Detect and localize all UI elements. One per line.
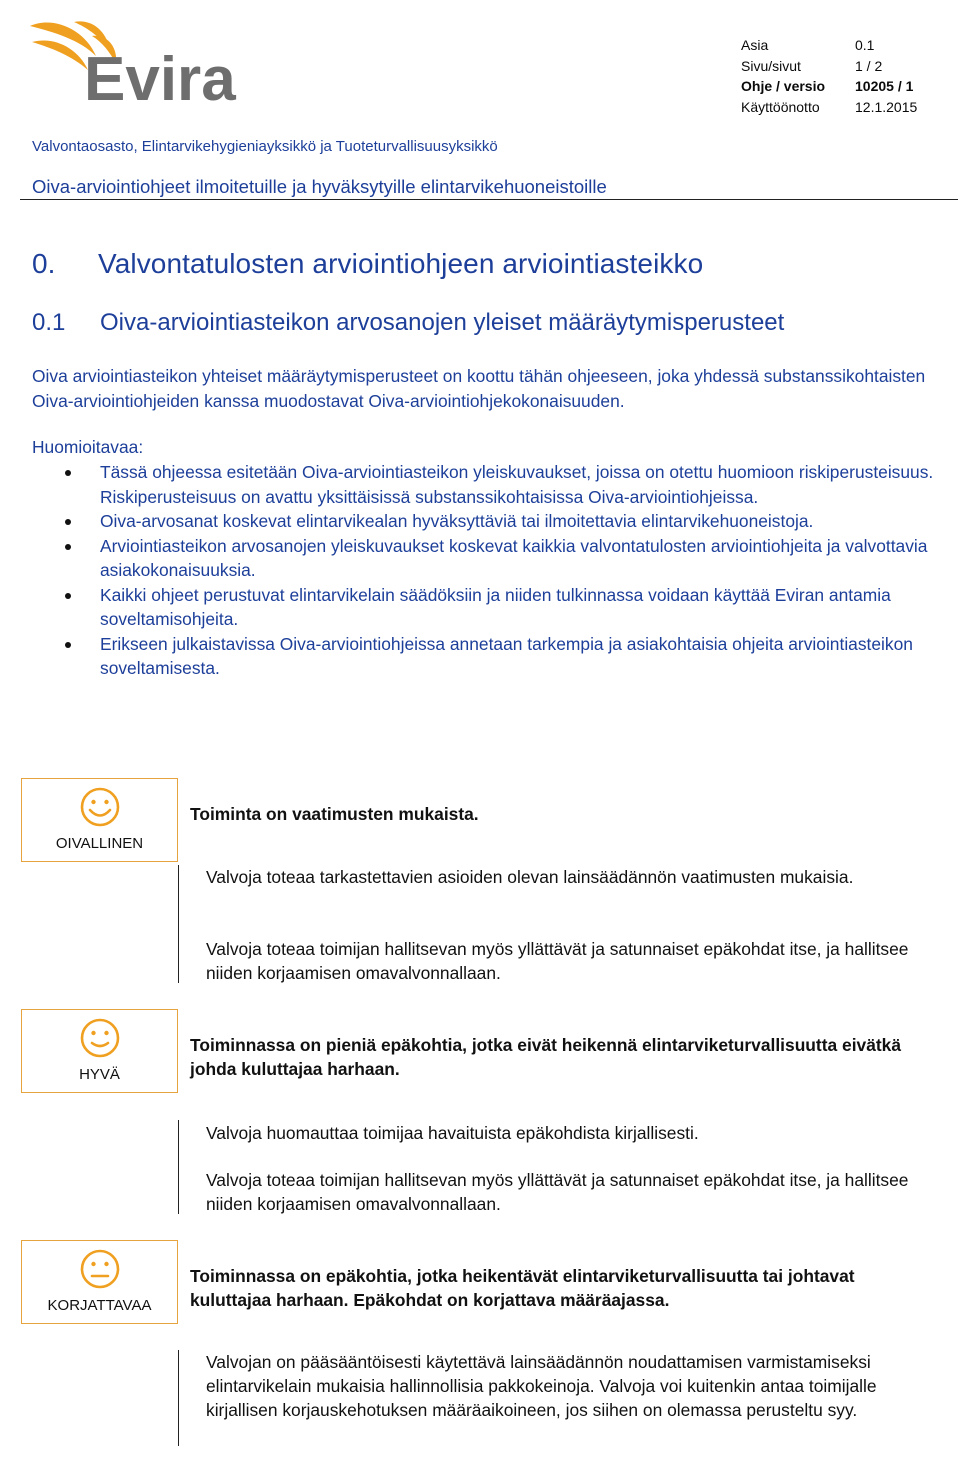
bullet-icon [65,519,71,525]
list-item: Tässä ohjeessa esitetään Oiva-arviointiasteikon yleiskuvaukset, joissa on otettu huomioon riskiperusteisuus. Riskiperusteisuus on avattu yksittäisissä substanssikohtaisissa Oiva-arviointiohjeissa. [62,460,942,509]
header-divider [20,199,958,200]
rating-label: OIVALLINEN [55,835,144,852]
rating-box-good [21,1009,178,1093]
bullet-icon [65,642,71,648]
bullet-icon [65,470,71,476]
intro-paragraph: Oiva arviointiasteikon yhteiset määräytymisperusteet on koottu tähän ohjeeseen, joka yhdessä substanssikohtaisten Oiva-arviointiohjeiden kanssa muodostavat Oiva-arviointiohjekokonaisuuden. [32,366,926,411]
meta-row-subject: Asia 0.1 [741,37,875,53]
department-line: Valvontaosasto, Elintarvikehygieniayksikkö ja Tuoteturvallisuusyksikkö [32,138,498,155]
rating-text: Valvoja toteaa toimijan hallitsevan myös yllättävät ja satunnaiset epäkohdat itse, ja hallitsee niiden korjaamisen omavalvonnallaan. [206,939,909,983]
meta-row-version: Ohje / versio 10205 / 1 [741,78,914,94]
notes-heading: Huomioitavaa: [32,437,144,457]
list-item: Kaikki ohjeet perustuvat elintarvikelain säädöksiin ja niiden tulkinnassa voidaan käyttää Eviran antamia soveltamisohjeita. [62,583,942,632]
rating-title: Toiminnassa on pieniä epäkohtia, jotka eivät heikennä elintarviketurvallisuutta eivätkä johda kuluttajaa harhaan. [190,1035,902,1079]
section-number: 0. [32,248,56,279]
neutral-face-icon [80,1249,120,1289]
section-title: Valvontatulosten arviointiohjeen arviointiasteikko [98,248,704,279]
bullet-icon [65,593,71,599]
subsection-title: Oiva-arviointiasteikon arvosanojen yleiset määräytymisperusteet [100,309,785,336]
list-item: Arviointiasteikon arvosanojen yleiskuvaukset koskevat kaikkia valvontatulosten arviointiohjeita ja valvottavia asiakokonaisuuksia. [62,534,942,583]
bullet-icon [65,544,71,550]
smiley-big-icon [80,787,120,827]
rating-label: HYVÄ [79,1066,120,1083]
evira-logo [22,18,282,110]
smiley-icon [80,1018,120,1058]
section-heading [32,248,703,280]
rating-divider [178,865,179,983]
rating-divider [178,1120,179,1214]
notes-list [62,460,942,681]
svg-text:Evira: Evira [84,45,236,110]
rating-text: Valvojan on pääsääntöisesti käytettävä lainsäädännön noudattamisen varmistamiseksi elintarvikelain mukaisia hallinnollisia pakkokeinoja. Valvoja voi kuitenkin antaa toimijalle kirjallisen korjauskehotuksen määräaikoineen, jos siihen on olemassa perusteltu syy. [206,1352,877,1420]
rating-text: Valvoja toteaa toimijan hallitsevan myös yllättävät ja satunnaiset epäkohdat itse, ja hallitsee niiden korjaamisen omavalvonnallaan. [206,1170,909,1214]
rating-divider [178,1350,179,1446]
subsection-heading [32,309,784,337]
document-title: Oiva-arviointiohjeet ilmoitetuille ja hyväksytyille elintarvikehuoneistoille [32,176,607,197]
rating-text: Valvoja huomauttaa toimijaa havaituista epäkohdista kirjallisesti. [206,1123,699,1143]
rating-box-excellent [21,778,178,862]
rating-label: KORJATTAVAA [47,1297,152,1314]
rating-title: Toiminnassa on epäkohtia, jotka heikentävät elintarviketurvallisuutta tai johtavat kuluttajaa harhaan. Epäkohdat on korjattava määräajassa. [190,1266,855,1310]
rating-title: Toiminta on vaatimusten mukaista. [190,804,479,824]
list-item: Erikseen julkaistavissa Oiva-arviointiohjeissa annetaan tarkempia ja asiakohtaisia ohjeita arviointiasteikon soveltamisesta. [62,632,942,681]
rating-text: Valvoja toteaa tarkastettavien asioiden olevan lainsäädännön vaatimusten mukaisia. [206,867,854,887]
document-meta [741,35,917,117]
list-item: Oiva-arvosanat koskevat elintarvikealan hyväksyttäviä tai ilmoitettavia elintarvikehuoneistoja. [62,509,942,534]
meta-row-date: Käyttöönotto 12.1.2015 [741,98,918,115]
meta-row-pages: Sivu/sivut 1 / 2 [741,57,883,74]
rating-box-needs-correction [21,1240,178,1324]
subsection-number: 0.1 [32,309,66,336]
